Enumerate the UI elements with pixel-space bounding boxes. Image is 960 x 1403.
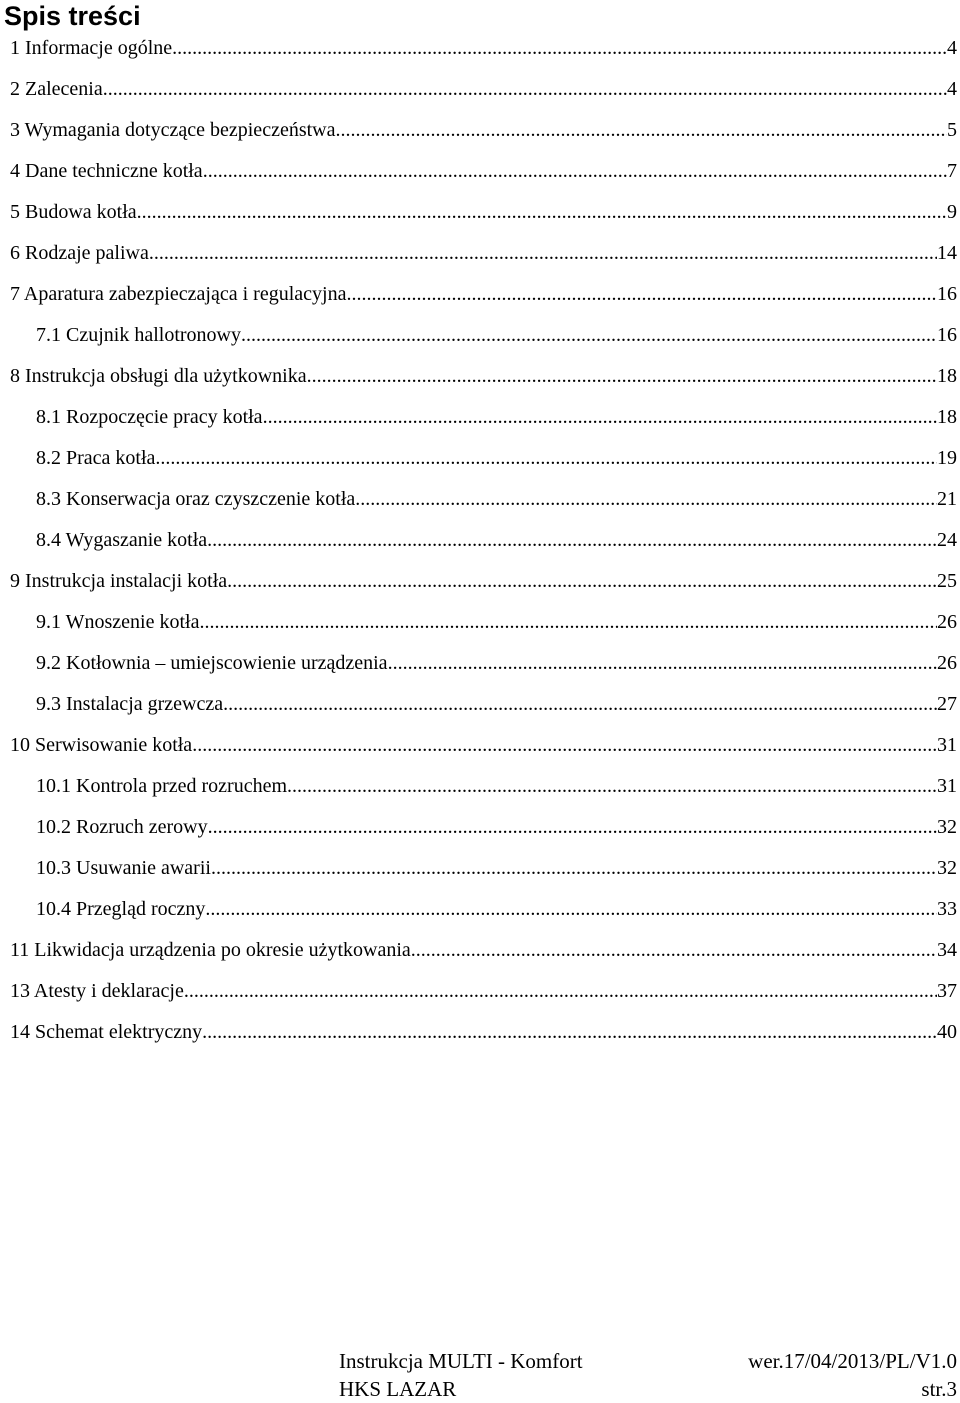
toc-entry-title: 8.3 Konserwacja oraz czyszczenie kotła bbox=[36, 488, 356, 510]
toc-entry-page-number: 26 bbox=[937, 611, 957, 633]
toc-dot-leader bbox=[346, 274, 937, 315]
toc-dot-leader bbox=[287, 766, 937, 807]
toc-entry[interactable] bbox=[0, 1012, 960, 1053]
toc-entry-page-number: 16 bbox=[937, 283, 957, 305]
toc-entry-title: 10.1 Kontrola przed rozruchem bbox=[36, 775, 288, 797]
toc-entry[interactable] bbox=[0, 479, 960, 520]
toc-entry[interactable] bbox=[0, 807, 960, 848]
toc-entry-title: 9.3 Instalacja grzewcza bbox=[36, 693, 224, 715]
toc-entry-page-number: 25 bbox=[937, 570, 957, 592]
toc-entry-page-number: 18 bbox=[937, 406, 957, 428]
toc-entry-page-number: 16 bbox=[937, 324, 957, 346]
toc-dot-leader bbox=[172, 28, 947, 69]
toc-entry-title: 8 Instrukcja obsługi dla użytkownika bbox=[10, 365, 307, 387]
toc-entry[interactable] bbox=[0, 233, 960, 274]
toc-entry-title: 6 Rodzaje paliwa bbox=[10, 242, 149, 264]
toc-dot-leader bbox=[207, 520, 937, 561]
toc-entry-page-number: 7 bbox=[947, 160, 957, 182]
toc-entry[interactable] bbox=[0, 438, 960, 479]
toc-entry-page-number: 4 bbox=[947, 78, 957, 100]
toc-entry[interactable] bbox=[0, 725, 960, 766]
toc-entry-page-number: 37 bbox=[937, 980, 957, 1002]
toc-entry[interactable] bbox=[0, 930, 960, 971]
toc-entry-page-number: 18 bbox=[937, 365, 957, 387]
toc-entry-title: 8.2 Praca kotła bbox=[36, 447, 156, 469]
toc-dot-leader bbox=[205, 889, 937, 930]
toc-entry-page-number: 21 bbox=[937, 488, 957, 510]
toc-entry[interactable] bbox=[0, 561, 960, 602]
footer-row-bottom bbox=[0, 1375, 960, 1403]
toc-dot-leader bbox=[202, 1012, 937, 1053]
page-title: Spis treści bbox=[4, 1, 141, 31]
toc-entry[interactable] bbox=[0, 69, 960, 110]
toc-dot-leader bbox=[137, 192, 947, 233]
toc-dot-leader bbox=[307, 356, 937, 397]
toc-dot-leader bbox=[223, 684, 937, 725]
toc-dot-leader bbox=[203, 151, 947, 192]
toc-entry[interactable] bbox=[0, 643, 960, 684]
toc-entry[interactable] bbox=[0, 684, 960, 725]
toc-entry-title: 1 Informacje ogólne bbox=[10, 37, 173, 59]
toc-dot-leader bbox=[155, 438, 937, 479]
toc-entry[interactable] bbox=[0, 889, 960, 930]
toc-entry-page-number: 9 bbox=[947, 201, 957, 223]
toc-entry-page-number: 5 bbox=[947, 119, 957, 141]
toc-dot-leader bbox=[199, 602, 937, 643]
toc-entry-page-number: 32 bbox=[937, 816, 957, 838]
footer-row-top bbox=[0, 1347, 960, 1375]
toc-dot-leader bbox=[184, 971, 937, 1012]
toc-entry-title: 9.2 Kotłownia – umiejscowienie urządzenia bbox=[36, 652, 388, 674]
footer-document-name: Instrukcja MULTI - Komfort bbox=[339, 1349, 583, 1373]
toc-entry[interactable] bbox=[0, 151, 960, 192]
toc-dot-leader bbox=[208, 807, 937, 848]
toc-dot-leader bbox=[263, 397, 937, 438]
toc-entry[interactable] bbox=[0, 397, 960, 438]
toc-entry[interactable] bbox=[0, 971, 960, 1012]
toc-entry-page-number: 34 bbox=[937, 939, 957, 961]
footer-company: HKS LAZAR bbox=[339, 1377, 457, 1401]
toc-dot-leader bbox=[227, 561, 937, 602]
toc-entry-page-number: 4 bbox=[947, 37, 957, 59]
toc-entry-title: 14 Schemat elektryczny bbox=[10, 1021, 203, 1043]
footer-page-number: str.3 bbox=[921, 1377, 957, 1401]
toc-entry-page-number: 31 bbox=[937, 775, 957, 797]
toc-entry[interactable] bbox=[0, 356, 960, 397]
toc-entry-title: 9 Instrukcja instalacji kotła bbox=[10, 570, 228, 592]
toc-entry[interactable] bbox=[0, 192, 960, 233]
toc-entry-title: 13 Atesty i deklaracje bbox=[10, 980, 184, 1002]
toc-dot-leader bbox=[211, 848, 937, 889]
toc-entry-title: 4 Dane techniczne kotła bbox=[10, 160, 203, 182]
toc-entry[interactable] bbox=[0, 110, 960, 151]
toc-entry-title: 8.1 Rozpoczęcie pracy kotła bbox=[36, 406, 263, 428]
toc-entry-title: 11 Likwidacja urządzenia po okresie użytkowania bbox=[10, 939, 411, 961]
toc-entry-title: 7 Aparatura zabezpieczająca i regulacyjna bbox=[10, 283, 347, 305]
toc-dot-leader bbox=[103, 69, 947, 110]
toc-entry-page-number: 24 bbox=[937, 529, 957, 551]
toc-dot-leader bbox=[411, 930, 937, 971]
toc-entry-page-number: 26 bbox=[937, 652, 957, 674]
toc-dot-leader bbox=[388, 643, 937, 684]
toc-dot-leader bbox=[192, 725, 937, 766]
toc-entry[interactable] bbox=[0, 28, 960, 69]
toc-dot-leader bbox=[335, 110, 947, 151]
toc-entry[interactable] bbox=[0, 274, 960, 315]
toc-entry-title: 5 Budowa kotła bbox=[10, 201, 137, 223]
toc-entry-page-number: 19 bbox=[937, 447, 957, 469]
toc-entry-page-number: 40 bbox=[937, 1021, 957, 1043]
toc-entry-page-number: 32 bbox=[937, 857, 957, 879]
toc-entry[interactable] bbox=[0, 520, 960, 561]
toc-entry-title: 9.1 Wnoszenie kotła bbox=[36, 611, 200, 633]
toc-entry-title: 10.4 Przegląd roczny bbox=[36, 898, 206, 920]
toc-entry[interactable] bbox=[0, 315, 960, 356]
toc-entry-title: 2 Zalecenia bbox=[10, 78, 103, 100]
toc-dot-leader bbox=[149, 233, 937, 274]
toc-entry-title: 7.1 Czujnik hallotronowy bbox=[36, 324, 241, 346]
table-of-contents bbox=[0, 28, 960, 1053]
footer-version: wer.17/04/2013/PL/V1.0 bbox=[748, 1349, 957, 1373]
toc-entry-title: 8.4 Wygaszanie kotła bbox=[36, 529, 208, 551]
toc-dot-leader bbox=[355, 479, 937, 520]
toc-entry-title: 10.3 Usuwanie awarii bbox=[36, 857, 211, 879]
toc-entry-page-number: 14 bbox=[937, 242, 957, 264]
toc-entry[interactable] bbox=[0, 848, 960, 889]
page-footer bbox=[0, 1347, 960, 1403]
toc-entry[interactable] bbox=[0, 602, 960, 643]
toc-entry-page-number: 33 bbox=[937, 898, 957, 920]
toc-entry-title: 10 Serwisowanie kotła bbox=[10, 734, 193, 756]
toc-dot-leader bbox=[241, 315, 937, 356]
toc-entry-title: 10.2 Rozruch zerowy bbox=[36, 816, 208, 838]
toc-entry-page-number: 27 bbox=[937, 693, 957, 715]
toc-entry-page-number: 31 bbox=[937, 734, 957, 756]
toc-entry-title: 3 Wymagania dotyczące bezpieczeństwa bbox=[10, 119, 336, 141]
toc-entry[interactable] bbox=[0, 766, 960, 807]
